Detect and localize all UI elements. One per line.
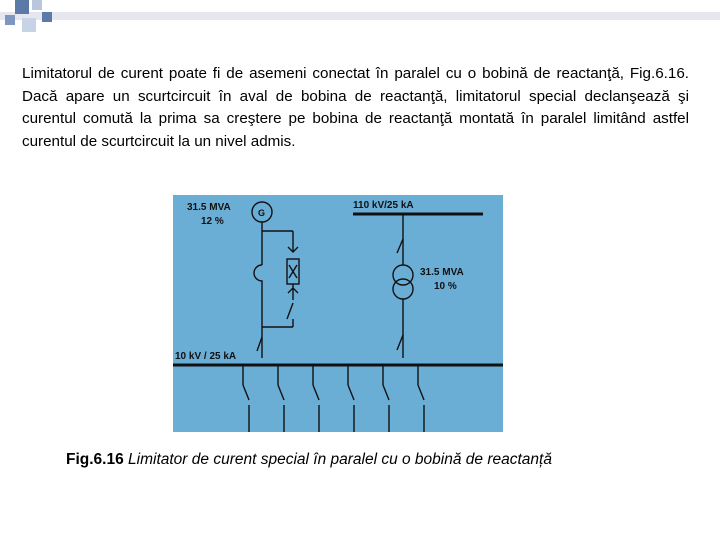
body-paragraph: Limitatorul de curent poate fi de asemeni conectat în paralel cu o bobină de reactanţă, Fig.6.16. Dacă apare un scurtcircuit în aval de bobina de reactanţă, limitatorul special declanşează şi curentul comută la prima sa creştere pe bobina de reactanţă montată în paralel limitând astfel curentul de scurtcircuit la un nivel admis.	[22, 65, 689, 150]
generator-symbol: G	[258, 208, 266, 218]
lv-bus-label: 10 kV / 25 kA	[175, 351, 237, 362]
figure-caption	[66, 451, 552, 469]
deco-square-light	[32, 0, 42, 10]
header-decoration	[0, 0, 720, 40]
deco-square-dark	[42, 12, 52, 22]
generator-impedance: 12 %	[201, 216, 224, 227]
deco-square-dark	[15, 0, 29, 14]
deco-square-light	[22, 18, 36, 32]
deco-square-dark	[5, 15, 15, 25]
caption-text: Limitator de curent special în paralel cu o bobină de reactanță	[128, 451, 552, 468]
caption-label: Fig.6.16	[66, 451, 124, 468]
circuit-diagram	[173, 195, 503, 432]
transformer-rating: 31.5 MVA	[420, 267, 464, 278]
diagram-background	[173, 195, 503, 432]
generator-rating: 31.5 MVA	[187, 202, 231, 213]
transformer-impedance: 10 %	[434, 281, 457, 292]
hv-bus-label: 110 kV/25 kA	[353, 200, 414, 211]
